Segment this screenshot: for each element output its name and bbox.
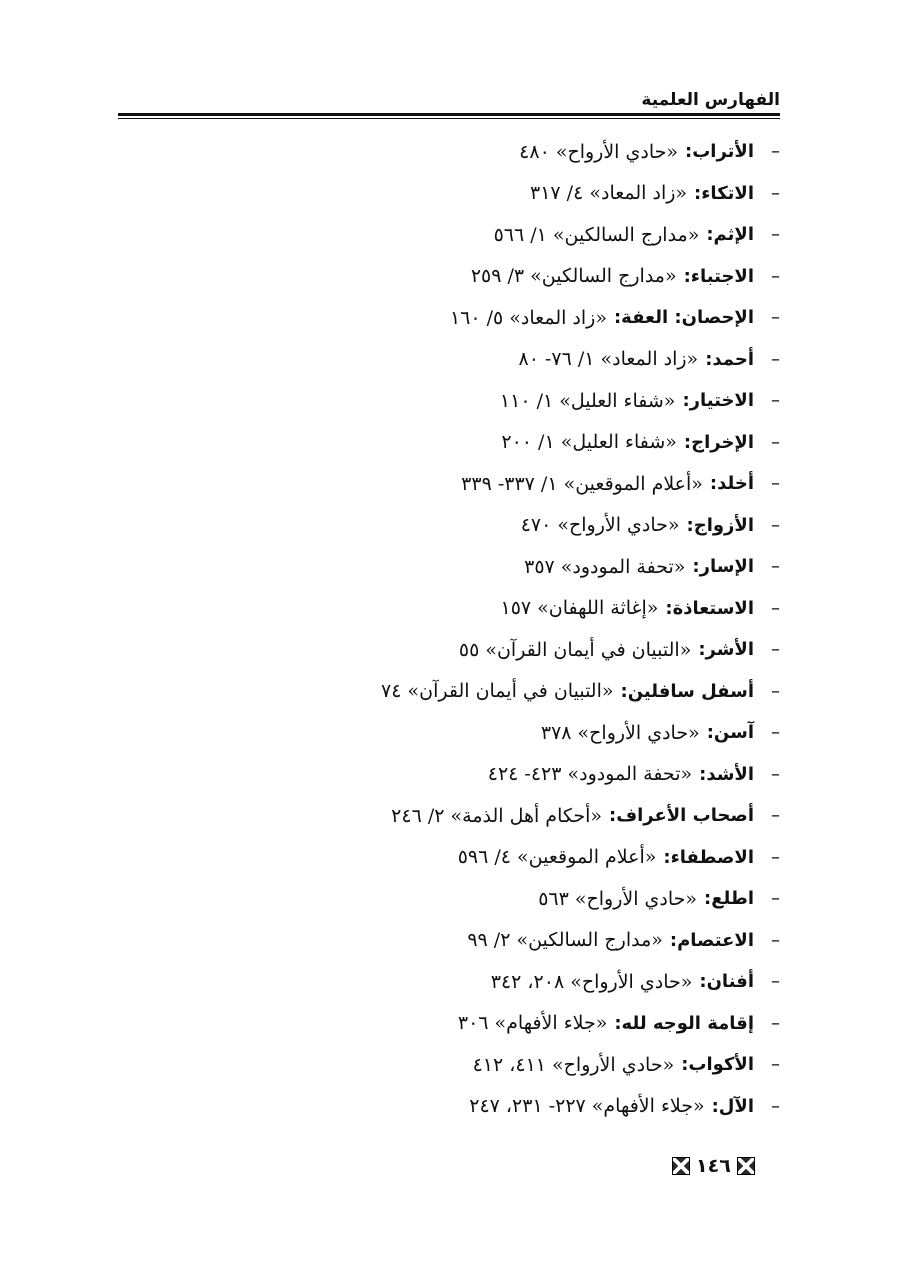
- entry-reference: «أعلام الموقعين» ٤/ ٥٩٦: [457, 846, 657, 869]
- entry-term: أخلد:: [709, 473, 754, 495]
- ornament-right-icon: [737, 1157, 755, 1175]
- header-rule-thick: [118, 113, 780, 116]
- header-rule-thin: [118, 118, 780, 119]
- entry-dash: –: [771, 1095, 780, 1117]
- entry-dash: –: [771, 888, 780, 910]
- entry-reference: «حادي الأرواح» ٤٨٠: [519, 140, 678, 163]
- entry-dash: –: [771, 722, 780, 744]
- entry-term: الأشد:: [699, 763, 754, 785]
- entry-dash: –: [771, 224, 780, 246]
- index-entry: [330, 920, 780, 962]
- index-entry: [330, 961, 780, 1003]
- index-entry: [330, 1086, 780, 1128]
- index-entry: [330, 712, 780, 754]
- entry-term: الاتكاء:: [694, 182, 754, 204]
- entry-dash: –: [771, 680, 780, 702]
- entry-dash: –: [771, 805, 780, 827]
- entry-dash: –: [771, 846, 780, 868]
- entry-dash: –: [771, 971, 780, 993]
- entry-term: آسن:: [706, 722, 754, 744]
- running-header: [118, 88, 780, 122]
- entry-term: الاختيار:: [682, 390, 754, 412]
- entry-reference: «أعلام الموقعين» ١/ ٣٣٧- ٣٣٩: [461, 472, 703, 495]
- entry-term: أصحاب الأعراف:: [609, 805, 754, 827]
- entry-reference: «مدارج السالكين» ١/ ٥٦٦: [493, 223, 700, 246]
- entry-term: أحمد:: [705, 348, 754, 370]
- entry-term: الأتراب:: [685, 141, 754, 163]
- page-number: ١٤٦: [696, 1155, 731, 1177]
- entry-dash: –: [771, 473, 780, 495]
- entry-reference: «حادي الأرواح» ٤١١، ٤١٢: [472, 1053, 675, 1076]
- index-entry: [330, 297, 780, 339]
- entry-reference: «حادي الأرواح» ٣٧٨: [540, 721, 700, 744]
- entry-term: الأكواب:: [681, 1054, 754, 1076]
- index-entry: [330, 878, 780, 920]
- entry-reference: «حادي الأرواح» ٥٦٣: [538, 887, 698, 910]
- entry-term: اطلع:: [704, 888, 754, 910]
- index-entry: [330, 629, 780, 671]
- entry-dash: –: [771, 763, 780, 785]
- entry-dash: –: [771, 182, 780, 204]
- entry-term: الاستعاذة:: [665, 597, 754, 619]
- entry-dash: –: [771, 1012, 780, 1034]
- entry-term: أفنان:: [699, 971, 754, 993]
- entry-reference: «زاد المعاد» ٥/ ١٦٠: [449, 306, 607, 329]
- entry-term: الآل:: [711, 1095, 754, 1117]
- entry-term: أسفل سافلين:: [620, 680, 754, 702]
- index-entry: [330, 173, 780, 215]
- entry-term: إقامة الوجه لله:: [614, 1012, 754, 1034]
- index-entry: [330, 837, 780, 879]
- index-entry: [330, 546, 780, 588]
- entry-dash: –: [771, 514, 780, 536]
- header-title: الفهارس العلمية: [641, 90, 780, 110]
- entry-dash: –: [771, 265, 780, 287]
- entry-reference: «تحفة المودود» ٣٥٧: [524, 555, 686, 578]
- index-entry: [330, 505, 780, 547]
- entry-reference: «إغاثة اللهفان» ١٥٧: [500, 597, 659, 620]
- entry-reference: «شفاء العليل» ١/ ٢٠٠: [501, 431, 677, 454]
- index-entry: [330, 671, 780, 713]
- entry-reference: «تحفة المودود» ٤٢٣- ٤٢٤: [487, 763, 693, 786]
- entry-term: الأشر:: [698, 639, 754, 661]
- entry-reference: «شفاء العليل» ١/ ١١٠: [499, 389, 676, 412]
- entry-reference: «أحكام أهل الذمة» ٢/ ٢٤٦: [391, 804, 602, 827]
- index-entry: [330, 339, 780, 381]
- index-entry: [330, 256, 780, 298]
- index-entry: [330, 463, 780, 505]
- index-entries-list: [330, 131, 780, 1127]
- entry-reference: «حادي الأرواح» ٤٧٠: [520, 514, 680, 537]
- entry-dash: –: [771, 556, 780, 578]
- entry-reference: «زاد المعاد» ١/ ٧٦- ٨٠: [518, 348, 699, 371]
- entry-term: الإسار:: [692, 556, 754, 578]
- entry-reference: «التبيان في أيمان القرآن» ٧٤: [381, 680, 614, 703]
- entry-reference: «مدارج السالكين» ٣/ ٢٥٩: [470, 265, 677, 288]
- entry-term: الإثم:: [706, 224, 754, 246]
- entry-reference: «حادي الأرواح» ٢٠٨، ٣٤٢: [490, 970, 693, 993]
- index-entry: [330, 795, 780, 837]
- index-entry: [330, 131, 780, 173]
- entry-dash: –: [771, 390, 780, 412]
- entry-reference: «جلاء الأفهام» ٢٢٧- ٢٣١، ٢٤٧: [469, 1095, 705, 1118]
- entry-term: الاجتباء:: [683, 265, 754, 287]
- entry-dash: –: [771, 141, 780, 163]
- entry-dash: –: [771, 348, 780, 370]
- page-footer: [672, 1152, 755, 1180]
- entry-reference: «جلاء الأفهام» ٣٠٦: [457, 1012, 608, 1035]
- entry-dash: –: [771, 639, 780, 661]
- index-entry: [330, 422, 780, 464]
- entry-dash: –: [771, 929, 780, 951]
- index-entry: [330, 380, 780, 422]
- entry-term: الأزواج:: [686, 514, 754, 536]
- entry-reference: «زاد المعاد» ٤/ ٣١٧: [530, 182, 688, 205]
- entry-term: الاصطفاء:: [663, 846, 754, 868]
- ornament-left-icon: [672, 1157, 690, 1175]
- index-entry: [330, 754, 780, 796]
- entry-dash: –: [771, 1054, 780, 1076]
- entry-dash: –: [771, 307, 780, 329]
- entry-reference: «التبيان في أيمان القرآن» ٥٥: [458, 638, 692, 661]
- index-entry: [330, 1044, 780, 1086]
- index-entry: [330, 1003, 780, 1045]
- index-entry: [330, 588, 780, 630]
- entry-dash: –: [771, 431, 780, 453]
- entry-term: الإخراج:: [683, 431, 754, 453]
- entry-term: الإحصان: العفة:: [613, 307, 754, 329]
- entry-dash: –: [771, 597, 780, 619]
- index-entry: [330, 214, 780, 256]
- entry-term: الاعتصام:: [669, 929, 754, 951]
- entry-reference: «مدارج السالكين» ٢/ ٩٩: [467, 929, 663, 952]
